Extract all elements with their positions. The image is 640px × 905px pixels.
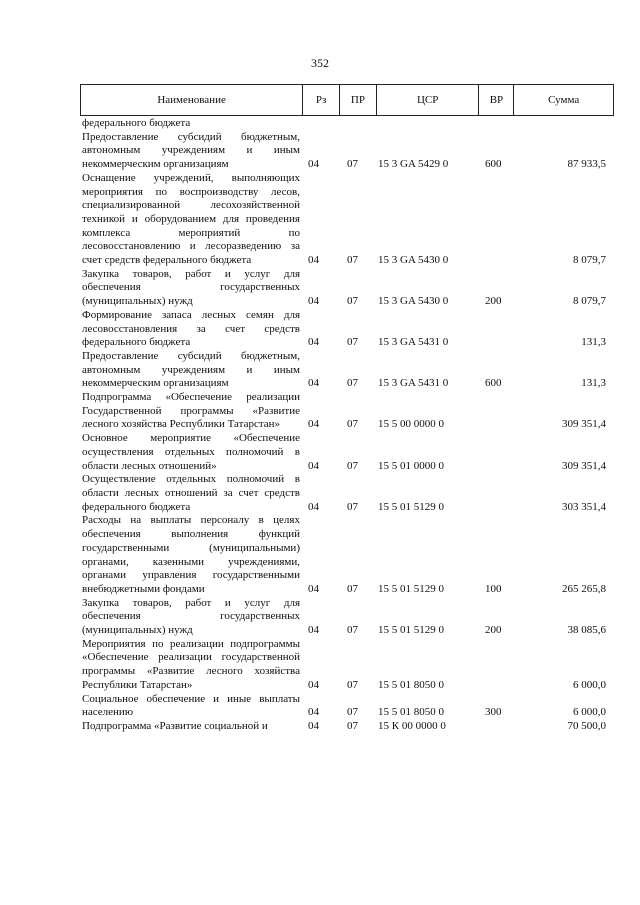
row-pr: 07 <box>347 582 358 595</box>
row-rz: 04 <box>308 459 319 472</box>
budget-table <box>80 84 614 734</box>
row-name: Предоставление субсидий бюджетным, автономным учреждениям и иным некоммерческим организациям <box>82 349 300 390</box>
row-rz: 04 <box>308 706 319 719</box>
header-name: Наименование <box>157 94 226 106</box>
row-sum: 6 000,0 <box>573 678 606 691</box>
table-row <box>80 720 614 734</box>
row-csr: 15 5 01 5129 0 <box>378 624 444 637</box>
row-pr: 07 <box>347 336 358 349</box>
row-csr: 15 5 01 0000 0 <box>378 459 444 472</box>
row-rz: 04 <box>308 158 319 171</box>
row-sum: 131,3 <box>581 377 606 390</box>
row-rz: 04 <box>308 678 319 691</box>
row-name: Основное мероприятие «Обеспечение осуществления отдельных полномочий в области лесных отношений» <box>82 432 300 472</box>
row-name: федерального бюджета <box>82 117 191 129</box>
row-vr: 200 <box>485 295 502 308</box>
row-name: Формирование запаса лесных семян для лесовосстановления за счет средств федерального бюджета <box>82 308 300 349</box>
row-sum: 87 933,5 <box>567 158 606 171</box>
row-sum: 8 079,7 <box>573 254 606 267</box>
row-sum: 303 351,4 <box>562 500 606 513</box>
table-row <box>80 473 614 514</box>
row-vr: 600 <box>485 377 502 390</box>
row-sum: 309 351,4 <box>562 459 606 472</box>
table-row <box>80 350 614 391</box>
row-name: Мероприятия по реализации подпрограммы «Обеспечение реализации государственной программы «Развитие лесного хозяйства Республики Татарстан» <box>82 637 300 691</box>
table-row <box>80 172 614 268</box>
table-row <box>80 597 614 638</box>
row-rz: 04 <box>308 254 319 267</box>
row-csr: 15 К 00 0000 0 <box>378 719 446 732</box>
row-sum: 38 085,6 <box>567 624 606 637</box>
row-pr: 07 <box>347 678 358 691</box>
header-rz: Рз <box>302 85 339 115</box>
header-vr: ВР <box>478 85 513 115</box>
row-sum: 8 079,7 <box>573 295 606 308</box>
row-sum: 309 351,4 <box>562 418 606 431</box>
row-name: Оснащение учреждений, выполняющих мероприятия по воспроизводству лесов, специализированной лесохозяйственной техникой и оборудованием для проведения комплекса мероприятий по лесовосстановлению и лесоразведению за счет средств федерального бюджета <box>82 171 300 267</box>
row-name: Социальное обеспечение и иные выплаты населению <box>82 692 300 719</box>
row-pr: 07 <box>347 719 358 732</box>
row-vr: 200 <box>485 624 502 637</box>
row-rz: 04 <box>308 624 319 637</box>
row-csr: 15 5 01 8050 0 <box>378 706 444 719</box>
row-pr: 07 <box>347 706 358 719</box>
table-row <box>80 432 614 473</box>
row-pr: 07 <box>347 624 358 637</box>
row-rz: 04 <box>308 719 319 732</box>
table-row <box>80 309 614 350</box>
header-sum: Сумма <box>513 85 613 115</box>
header-csr: ЦСР <box>376 85 479 115</box>
row-name: Закупка товаров, работ и услуг для обеспечения государственных (муниципальных) нужд <box>82 267 300 308</box>
row-csr: 15 5 01 5129 0 <box>378 500 444 513</box>
row-name: Подпрограмма «Обеспечение реализации Государственной программы «Развитие лесного хозяйства Республики Татарстан» <box>82 391 300 431</box>
row-pr: 07 <box>347 254 358 267</box>
table-row <box>80 693 614 720</box>
row-csr: 15 3 GA 5429 0 <box>378 158 449 171</box>
row-name: Осуществление отдельных полномочий в области лесных отношений за счет средств федерального бюджета <box>82 473 300 513</box>
row-csr: 15 3 GA 5430 0 <box>378 295 449 308</box>
row-pr: 07 <box>347 295 358 308</box>
row-rz: 04 <box>308 418 319 431</box>
row-name: Подпрограмма «Развитие социальной и <box>82 719 268 732</box>
row-pr: 07 <box>347 418 358 431</box>
row-vr: 100 <box>485 582 502 595</box>
table-row <box>80 117 614 131</box>
row-csr: 15 3 GA 5431 0 <box>378 377 449 390</box>
table-row <box>80 391 614 432</box>
row-name: Закупка товаров, работ и услуг для обеспечения государственных (муниципальных) нужд <box>82 596 300 637</box>
row-rz: 04 <box>308 500 319 513</box>
row-csr: 15 5 00 0000 0 <box>378 418 444 431</box>
row-csr: 15 5 01 5129 0 <box>378 582 444 595</box>
row-pr: 07 <box>347 158 358 171</box>
row-pr: 07 <box>347 377 358 390</box>
table-row <box>80 638 614 693</box>
row-pr: 07 <box>347 500 358 513</box>
row-sum: 131,3 <box>581 336 606 349</box>
row-sum: 6 000,0 <box>573 706 606 719</box>
row-csr: 15 3 GA 5430 0 <box>378 254 449 267</box>
table-row <box>80 131 614 172</box>
table-row <box>80 514 614 596</box>
row-rz: 04 <box>308 582 319 595</box>
row-vr: 300 <box>485 706 502 719</box>
row-rz: 04 <box>308 336 319 349</box>
row-sum: 70 500,0 <box>567 719 606 732</box>
row-name: Расходы на выплаты персоналу в целях обеспечения выполнения функций государственными (муниципальными) органами, казенными учреждениями, органами управления государственными внебюджетными фондами <box>82 514 300 595</box>
row-sum: 265 265,8 <box>562 582 606 595</box>
header-pr: ПР <box>339 85 376 115</box>
table-header <box>80 84 614 116</box>
row-rz: 04 <box>308 295 319 308</box>
row-pr: 07 <box>347 459 358 472</box>
table-row <box>80 268 614 309</box>
row-csr: 15 3 GA 5431 0 <box>378 336 449 349</box>
row-rz: 04 <box>308 377 319 390</box>
page-number: 352 <box>311 56 329 70</box>
row-vr: 600 <box>485 158 502 171</box>
table-body <box>80 116 614 734</box>
row-name: Предоставление субсидий бюджетным, автономным учреждениям и иным некоммерческим организациям <box>82 130 300 171</box>
row-csr: 15 5 01 8050 0 <box>378 678 444 691</box>
